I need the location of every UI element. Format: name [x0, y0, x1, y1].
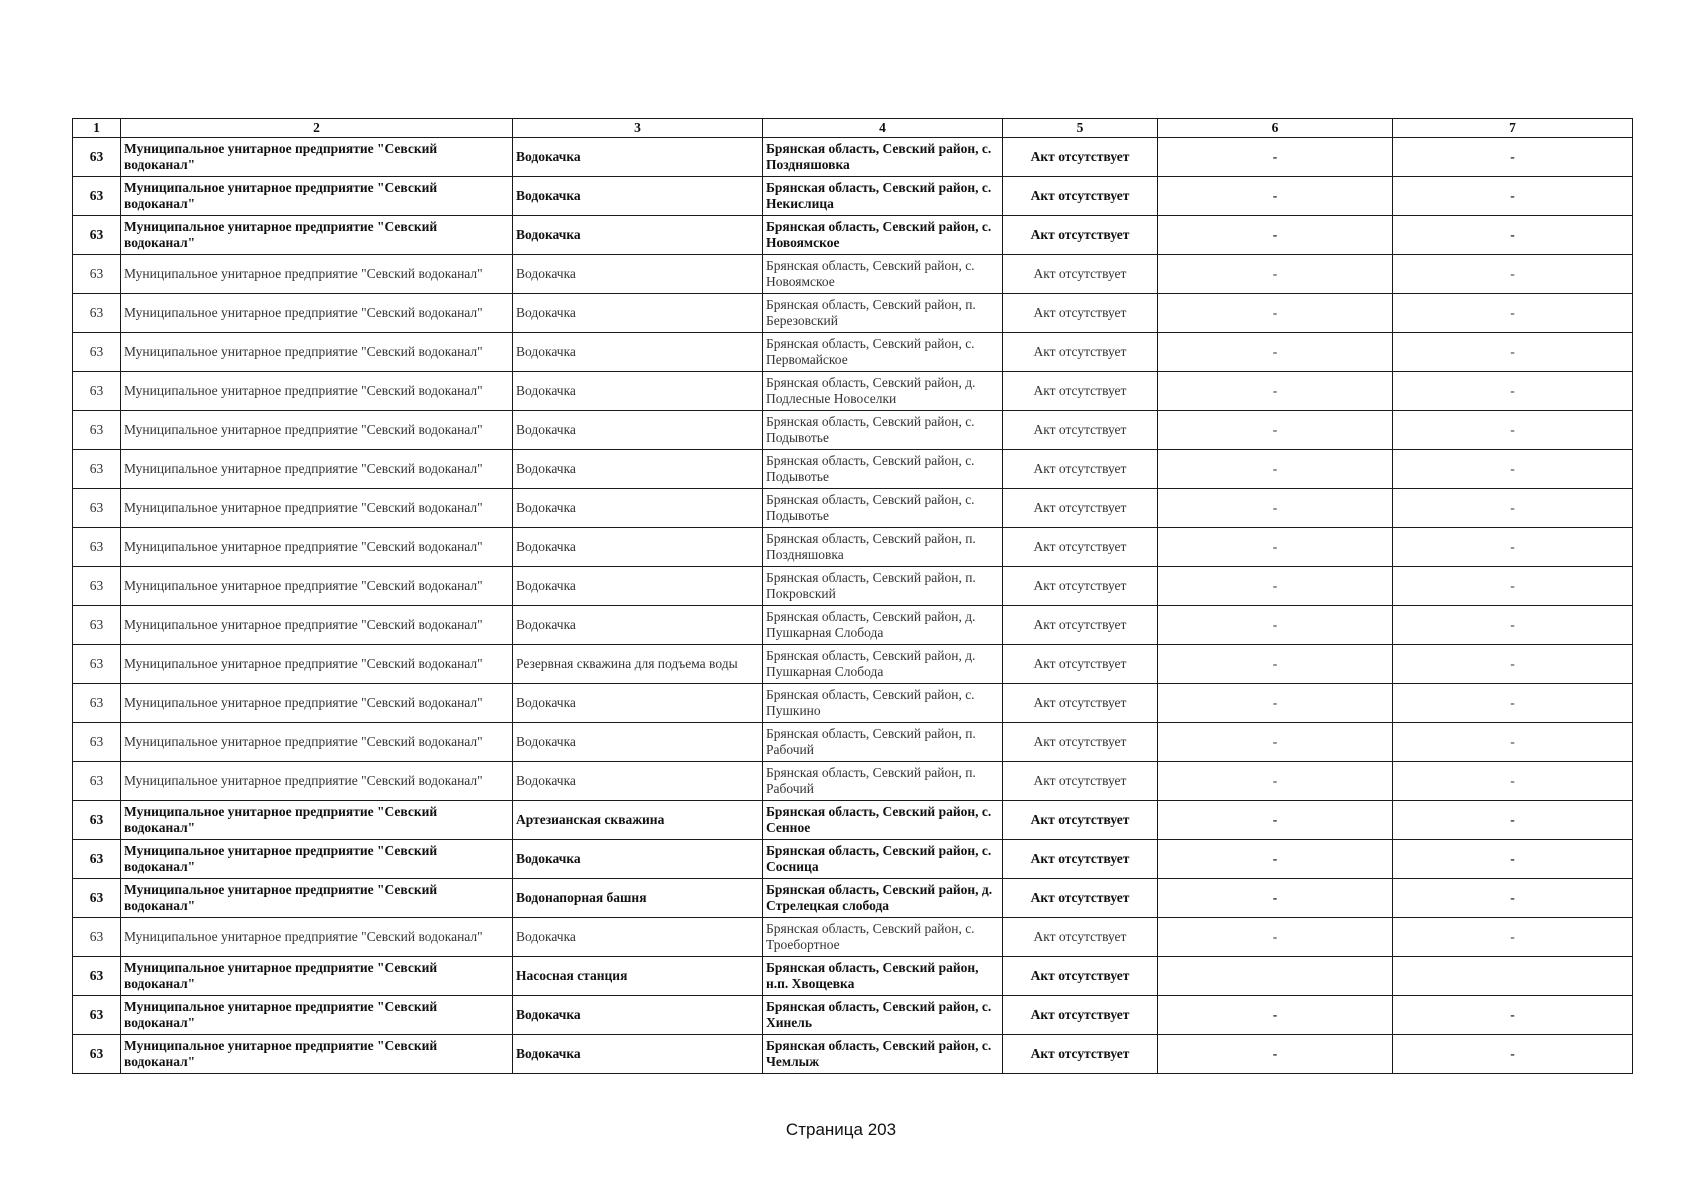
address-cell: Брянская область, Севский район, п. Покровский: [763, 567, 1003, 606]
column-7-cell: -: [1393, 606, 1633, 645]
row-number-cell: 63: [73, 138, 121, 177]
organization-cell: Муниципальное унитарное предприятие "Севский водоканал": [121, 606, 513, 645]
column-7-cell: -: [1393, 918, 1633, 957]
row-number-cell: 63: [73, 372, 121, 411]
row-number-cell: 63: [73, 840, 121, 879]
table-row: [73, 528, 1633, 567]
organization-cell: Муниципальное унитарное предприятие "Севский водоканал": [121, 996, 513, 1035]
column-6-cell: -: [1158, 216, 1393, 255]
column-6-cell: -: [1158, 879, 1393, 918]
act-status-cell: Акт отсутствует: [1003, 372, 1158, 411]
table-row: [73, 762, 1633, 801]
column-6-cell: -: [1158, 684, 1393, 723]
table-row: [73, 294, 1633, 333]
act-status-cell: Акт отсутствует: [1003, 333, 1158, 372]
row-number-cell: 63: [73, 411, 121, 450]
address-cell: Брянская область, Севский район, с. Хинель: [763, 996, 1003, 1035]
object-cell: Водокачка: [513, 567, 763, 606]
column-7-cell: -: [1393, 801, 1633, 840]
column-7-cell: -: [1393, 840, 1633, 879]
object-cell: Водонапорная башня: [513, 879, 763, 918]
column-6-cell: -: [1158, 450, 1393, 489]
address-cell: Брянская область, Севский район, с. Подывотье: [763, 489, 1003, 528]
organization-cell: Муниципальное унитарное предприятие "Севский водоканал": [121, 684, 513, 723]
column-6-cell: -: [1158, 723, 1393, 762]
row-number-cell: 63: [73, 957, 121, 996]
address-cell: Брянская область, Севский район, с. Некислица: [763, 177, 1003, 216]
column-7-cell: -: [1393, 411, 1633, 450]
column-7-cell: -: [1393, 996, 1633, 1035]
object-cell: Водокачка: [513, 372, 763, 411]
column-6-cell: -: [1158, 489, 1393, 528]
table-row: [73, 957, 1633, 996]
organization-cell: Муниципальное унитарное предприятие "Севский водоканал": [121, 723, 513, 762]
act-status-cell: Акт отсутствует: [1003, 177, 1158, 216]
address-cell: Брянская область, Севский район, с. Поздняшовка: [763, 138, 1003, 177]
object-cell: Водокачка: [513, 411, 763, 450]
row-number-cell: 63: [73, 294, 121, 333]
column-7-cell: -: [1393, 762, 1633, 801]
header-row: [73, 119, 1633, 138]
act-status-cell: Акт отсутствует: [1003, 879, 1158, 918]
column-header-6: 6: [1158, 119, 1393, 138]
row-number-cell: 63: [73, 333, 121, 372]
object-cell: Водокачка: [513, 450, 763, 489]
column-6-cell: -: [1158, 840, 1393, 879]
act-status-cell: Акт отсутствует: [1003, 489, 1158, 528]
act-status-cell: Акт отсутствует: [1003, 567, 1158, 606]
column-7-cell: -: [1393, 255, 1633, 294]
table-row: [73, 684, 1633, 723]
organization-cell: Муниципальное унитарное предприятие "Севский водоканал": [121, 177, 513, 216]
organization-cell: Муниципальное унитарное предприятие "Севский водоканал": [121, 333, 513, 372]
table-row: [73, 138, 1633, 177]
organization-cell: Муниципальное унитарное предприятие "Севский водоканал": [121, 411, 513, 450]
object-cell: Водокачка: [513, 255, 763, 294]
table-row: [73, 411, 1633, 450]
row-number-cell: 63: [73, 528, 121, 567]
column-6-cell: [1158, 957, 1393, 996]
column-7-cell: -: [1393, 528, 1633, 567]
organization-cell: Муниципальное унитарное предприятие "Севский водоканал": [121, 528, 513, 567]
row-number-cell: 63: [73, 762, 121, 801]
column-6-cell: -: [1158, 372, 1393, 411]
address-cell: Брянская область, Севский район, с. Первомайское: [763, 333, 1003, 372]
address-cell: Брянская область, Севский район, с. Сенное: [763, 801, 1003, 840]
column-6-cell: -: [1158, 528, 1393, 567]
address-cell: Брянская область, Севский район, н.п. Хвощевка: [763, 957, 1003, 996]
act-status-cell: Акт отсутствует: [1003, 450, 1158, 489]
column-7-cell: -: [1393, 567, 1633, 606]
organization-cell: Муниципальное унитарное предприятие "Севский водоканал": [121, 255, 513, 294]
object-cell: Водокачка: [513, 918, 763, 957]
row-number-cell: 63: [73, 489, 121, 528]
address-cell: Брянская область, Севский район, п. Березовский: [763, 294, 1003, 333]
table-row: [73, 879, 1633, 918]
table-row: [73, 1035, 1633, 1074]
object-cell: Водокачка: [513, 723, 763, 762]
address-cell: Брянская область, Севский район, с. Чемлыж: [763, 1035, 1003, 1074]
object-cell: Насосная станция: [513, 957, 763, 996]
address-cell: Брянская область, Севский район, п. Рабочий: [763, 762, 1003, 801]
column-header-1: 1: [73, 119, 121, 138]
column-6-cell: -: [1158, 996, 1393, 1035]
organization-cell: Муниципальное унитарное предприятие "Севский водоканал": [121, 567, 513, 606]
address-cell: Брянская область, Севский район, п. Поздняшовка: [763, 528, 1003, 567]
row-number-cell: 63: [73, 216, 121, 255]
object-cell: Водокачка: [513, 684, 763, 723]
object-cell: Водокачка: [513, 606, 763, 645]
act-status-cell: Акт отсутствует: [1003, 645, 1158, 684]
act-status-cell: Акт отсутствует: [1003, 723, 1158, 762]
column-6-cell: -: [1158, 138, 1393, 177]
column-6-cell: -: [1158, 801, 1393, 840]
column-6-cell: -: [1158, 606, 1393, 645]
table-row: [73, 918, 1633, 957]
organization-cell: Муниципальное унитарное предприятие "Севский водоканал": [121, 840, 513, 879]
table-row: [73, 333, 1633, 372]
table-row: [73, 996, 1633, 1035]
object-cell: Водокачка: [513, 216, 763, 255]
row-number-cell: 63: [73, 684, 121, 723]
address-cell: Брянская область, Севский район, с. Новоямское: [763, 255, 1003, 294]
organization-cell: Муниципальное унитарное предприятие "Севский водоканал": [121, 762, 513, 801]
column-6-cell: -: [1158, 1035, 1393, 1074]
column-7-cell: -: [1393, 177, 1633, 216]
object-cell: Водокачка: [513, 840, 763, 879]
table-body: [73, 138, 1633, 1074]
organization-cell: Муниципальное унитарное предприятие "Севский водоканал": [121, 801, 513, 840]
act-status-cell: Акт отсутствует: [1003, 918, 1158, 957]
column-6-cell: -: [1158, 918, 1393, 957]
column-6-cell: -: [1158, 333, 1393, 372]
organization-cell: Муниципальное унитарное предприятие "Севский водоканал": [121, 294, 513, 333]
act-status-cell: Акт отсутствует: [1003, 138, 1158, 177]
organization-cell: Муниципальное унитарное предприятие "Севский водоканал": [121, 489, 513, 528]
object-cell: Водокачка: [513, 138, 763, 177]
act-status-cell: Акт отсутствует: [1003, 957, 1158, 996]
organization-cell: Муниципальное унитарное предприятие "Севский водоканал": [121, 450, 513, 489]
organization-cell: Муниципальное унитарное предприятие "Севский водоканал": [121, 918, 513, 957]
column-6-cell: -: [1158, 177, 1393, 216]
address-cell: Брянская область, Севский район, д. Пушкарная Слобода: [763, 645, 1003, 684]
object-cell: Водокачка: [513, 762, 763, 801]
column-7-cell: -: [1393, 723, 1633, 762]
object-cell: Водокачка: [513, 177, 763, 216]
table-row: [73, 489, 1633, 528]
organization-cell: Муниципальное унитарное предприятие "Севский водоканал": [121, 957, 513, 996]
registry-table: [72, 118, 1633, 1074]
document-sheet: [72, 118, 1632, 1074]
column-7-cell: [1393, 957, 1633, 996]
column-6-cell: -: [1158, 762, 1393, 801]
organization-cell: Муниципальное унитарное предприятие "Севский водоканал": [121, 138, 513, 177]
organization-cell: Муниципальное унитарное предприятие "Севский водоканал": [121, 1035, 513, 1074]
act-status-cell: Акт отсутствует: [1003, 411, 1158, 450]
row-number-cell: 63: [73, 801, 121, 840]
act-status-cell: Акт отсутствует: [1003, 684, 1158, 723]
column-7-cell: -: [1393, 138, 1633, 177]
act-status-cell: Акт отсутствует: [1003, 762, 1158, 801]
table-row: [73, 372, 1633, 411]
object-cell: Артезианская скважина: [513, 801, 763, 840]
address-cell: Брянская область, Севский район, с. Пушкино: [763, 684, 1003, 723]
table-row: [73, 801, 1633, 840]
table-row: [73, 255, 1633, 294]
column-header-2: 2: [121, 119, 513, 138]
act-status-cell: Акт отсутствует: [1003, 840, 1158, 879]
column-header-3: 3: [513, 119, 763, 138]
act-status-cell: Акт отсутствует: [1003, 801, 1158, 840]
address-cell: Брянская область, Севский район, с. Подывотье: [763, 450, 1003, 489]
object-cell: Водокачка: [513, 489, 763, 528]
row-number-cell: 63: [73, 645, 121, 684]
column-7-cell: -: [1393, 1035, 1633, 1074]
column-7-cell: -: [1393, 294, 1633, 333]
row-number-cell: 63: [73, 879, 121, 918]
column-header-5: 5: [1003, 119, 1158, 138]
row-number-cell: 63: [73, 450, 121, 489]
row-number-cell: 63: [73, 606, 121, 645]
column-7-cell: -: [1393, 684, 1633, 723]
act-status-cell: Акт отсутствует: [1003, 528, 1158, 567]
column-7-cell: -: [1393, 489, 1633, 528]
organization-cell: Муниципальное унитарное предприятие "Севский водоканал": [121, 879, 513, 918]
column-7-cell: -: [1393, 333, 1633, 372]
row-number-cell: 63: [73, 177, 121, 216]
column-header-7: 7: [1393, 119, 1633, 138]
row-number-cell: 63: [73, 723, 121, 762]
column-6-cell: -: [1158, 567, 1393, 606]
row-number-cell: 63: [73, 1035, 121, 1074]
address-cell: Брянская область, Севский район, д. Стрелецкая слобода: [763, 879, 1003, 918]
act-status-cell: Акт отсутствует: [1003, 996, 1158, 1035]
column-7-cell: -: [1393, 879, 1633, 918]
column-6-cell: -: [1158, 411, 1393, 450]
organization-cell: Муниципальное унитарное предприятие "Севский водоканал": [121, 216, 513, 255]
object-cell: Водокачка: [513, 996, 763, 1035]
organization-cell: Муниципальное унитарное предприятие "Севский водоканал": [121, 645, 513, 684]
address-cell: Брянская область, Севский район, д. Подлесные Новоселки: [763, 372, 1003, 411]
table-row: [73, 450, 1633, 489]
act-status-cell: Акт отсутствует: [1003, 606, 1158, 645]
row-number-cell: 63: [73, 996, 121, 1035]
object-cell: Водокачка: [513, 528, 763, 567]
column-6-cell: -: [1158, 645, 1393, 684]
act-status-cell: Акт отсутствует: [1003, 255, 1158, 294]
column-7-cell: -: [1393, 450, 1633, 489]
address-cell: Брянская область, Севский район, с. Подывотье: [763, 411, 1003, 450]
column-7-cell: -: [1393, 372, 1633, 411]
organization-cell: Муниципальное унитарное предприятие "Севский водоканал": [121, 372, 513, 411]
table-row: [73, 645, 1633, 684]
column-6-cell: -: [1158, 294, 1393, 333]
address-cell: Брянская область, Севский район, с. Троебортное: [763, 918, 1003, 957]
object-cell: Резервная скважина для подъема воды: [513, 645, 763, 684]
object-cell: Водокачка: [513, 333, 763, 372]
address-cell: Брянская область, Севский район, д. Пушкарная Слобода: [763, 606, 1003, 645]
table-row: [73, 723, 1633, 762]
address-cell: Брянская область, Севский район, п. Рабочий: [763, 723, 1003, 762]
column-7-cell: -: [1393, 216, 1633, 255]
row-number-cell: 63: [73, 255, 121, 294]
address-cell: Брянская область, Севский район, с. Сосница: [763, 840, 1003, 879]
table-row: [73, 567, 1633, 606]
act-status-cell: Акт отсутствует: [1003, 1035, 1158, 1074]
row-number-cell: 63: [73, 567, 121, 606]
table-row: [73, 606, 1633, 645]
column-6-cell: -: [1158, 255, 1393, 294]
address-cell: Брянская область, Севский район, с. Новоямское: [763, 216, 1003, 255]
object-cell: Водокачка: [513, 1035, 763, 1074]
page-number: Страница 203: [785, 1120, 897, 1139]
column-header-4: 4: [763, 119, 1003, 138]
act-status-cell: Акт отсутствует: [1003, 294, 1158, 333]
table-row: [73, 177, 1633, 216]
table-row: [73, 216, 1633, 255]
act-status-cell: Акт отсутствует: [1003, 216, 1158, 255]
table-row: [73, 840, 1633, 879]
object-cell: Водокачка: [513, 294, 763, 333]
row-number-cell: 63: [73, 918, 121, 957]
column-7-cell: -: [1393, 645, 1633, 684]
